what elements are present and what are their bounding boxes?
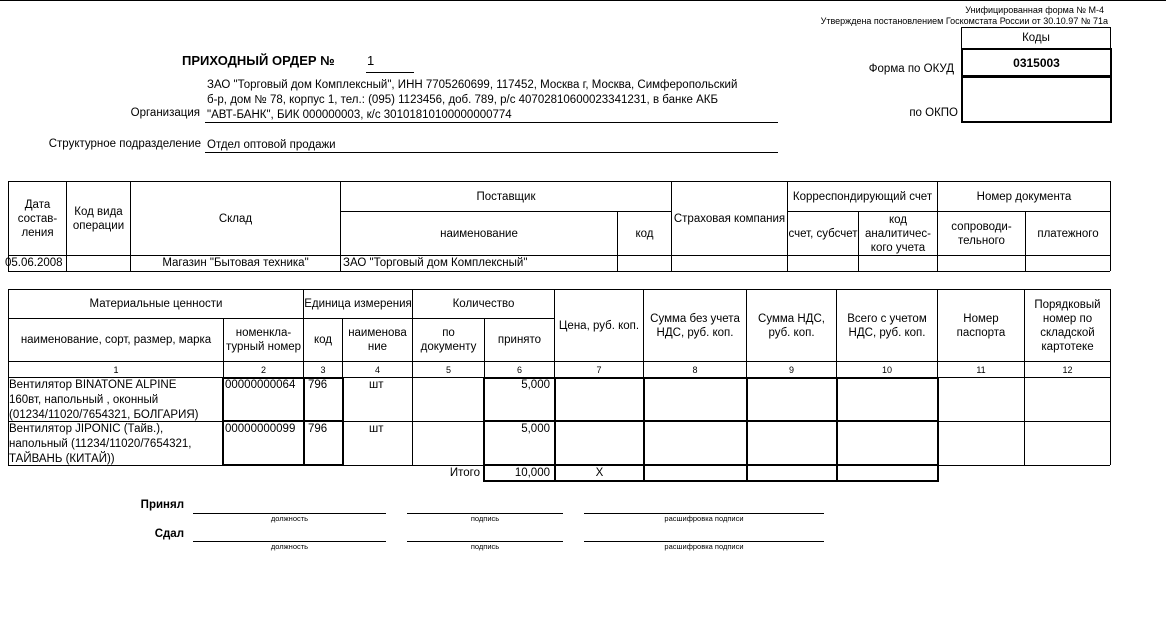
t1-header-payment: платежного bbox=[1037, 227, 1099, 240]
org-label: Организация bbox=[130, 107, 200, 119]
t1-header-opcode: Код вида операции bbox=[72, 205, 125, 232]
col-num: 2 bbox=[260, 364, 266, 375]
row-unit-code: 796 bbox=[308, 423, 328, 435]
t1-header-accompany: сопроводи-тельного bbox=[951, 220, 1012, 247]
form-name: Унифицированная форма № М-4 bbox=[965, 5, 1104, 15]
t1-date: 05.06.2008 bbox=[5, 257, 63, 269]
row-nomen: 00000000064 bbox=[225, 379, 296, 391]
total-price-mark: X bbox=[595, 467, 604, 479]
t1-header-date: Дата состав-ления bbox=[17, 198, 58, 239]
handed-decoding-caption: расшифровка подписи bbox=[664, 542, 744, 551]
t2-header-unit: Единица измерения bbox=[304, 298, 412, 310]
codes-header bbox=[961, 27, 1111, 49]
accepted-label: Принял bbox=[140, 499, 184, 511]
t1-header-supplier: Поставщик bbox=[476, 190, 536, 203]
row-unit-name: шт bbox=[369, 423, 384, 435]
accepted-position-caption: должность bbox=[270, 514, 309, 523]
t1-warehouse: Магазин "Бытовая техника" bbox=[162, 257, 309, 269]
row-name-line: Вентилятор JIPONIC (Тайв.), bbox=[9, 423, 164, 435]
total-label: Итого bbox=[449, 467, 480, 479]
t2-header-accepted: принято bbox=[497, 334, 542, 346]
row-unit-code: 796 bbox=[308, 379, 328, 391]
t1-header-account: счет, субсчет bbox=[788, 227, 858, 240]
row-name-line: напольный (11234/11020/7654321, bbox=[9, 438, 192, 450]
t2-header-material: Материальные ценности bbox=[89, 298, 223, 310]
t2-header-by-doc: по документу bbox=[420, 327, 477, 353]
t1-supplier: ЗАО "Торговый дом Комплексный" bbox=[343, 257, 528, 269]
order-number: 1 bbox=[367, 53, 375, 68]
dept-label: Структурное подразделение bbox=[48, 138, 201, 150]
t1-header-warehouse: Склад bbox=[218, 212, 253, 225]
col-num: 6 bbox=[516, 364, 522, 375]
org-underline bbox=[205, 122, 778, 123]
col-num: 1 bbox=[113, 364, 119, 375]
col-num: 8 bbox=[692, 364, 698, 375]
handed-label: Сдал bbox=[154, 528, 184, 540]
dept-underline bbox=[205, 152, 778, 153]
t1-header-supplier-name: наименование bbox=[440, 227, 518, 240]
t2-header-price: Цена, руб. коп. bbox=[558, 319, 640, 332]
row-accepted: 5,000 bbox=[521, 423, 550, 435]
top-border bbox=[0, 0, 1166, 1]
t2-header-vat: Сумма НДС, руб. коп. bbox=[758, 312, 825, 339]
row-name-line: ТАЙВАНЬ (КИТАЙ)) bbox=[9, 453, 115, 465]
handed-signature-caption: подпись bbox=[470, 542, 500, 551]
dept-value: Отдел оптовой продажи bbox=[207, 139, 336, 151]
row-name-line: Вентилятор BINATONE ALPINE bbox=[9, 379, 177, 391]
t2-header-total: Всего с учетом НДС, руб. коп. bbox=[847, 312, 927, 339]
t1-header-corr: Корреспондирующий счет bbox=[792, 190, 933, 203]
approval-note: Утверждена постановлением Госкомстата России от 30.10.97 № 71а bbox=[820, 16, 1108, 26]
handed-position-caption: должность bbox=[270, 542, 309, 551]
row-name-line: 160вт, напольный , оконный bbox=[9, 394, 159, 406]
col-num: 5 bbox=[445, 364, 451, 375]
accepted-signature-caption: подпись bbox=[470, 514, 500, 523]
okpo-box bbox=[961, 76, 1112, 123]
total-accepted: 10,000 bbox=[514, 467, 550, 479]
t2-header-qty: Количество bbox=[452, 298, 515, 310]
org-line-2: б-р, дом № 78, корпус 1, тел.: (095) 1123456, доб. 789, р/с 40702810600023341231, в банке АКБ bbox=[207, 94, 718, 106]
okud-box bbox=[961, 48, 1112, 77]
okud-label: Форма по ОКУД bbox=[868, 63, 954, 75]
row-name-line: (01234/11020/7654321, БОЛГАРИЯ) bbox=[9, 409, 199, 421]
col-num: 7 bbox=[596, 364, 602, 375]
codes-label: Коды bbox=[1022, 32, 1050, 44]
t1-header-docnum: Номер документа bbox=[976, 190, 1072, 203]
col-num: 10 bbox=[881, 364, 892, 375]
org-line-3: "АВТ-БАНК", БИК 000000003, к/с 30101810100000000774 bbox=[207, 109, 512, 121]
col-num: 11 bbox=[976, 364, 986, 375]
t2-header-unit-name: наименова ние bbox=[348, 327, 407, 353]
t2-header-name: наименование, сорт, размер, марка bbox=[20, 334, 212, 346]
t2-header-sum-novat: Сумма без учета НДС, руб. коп. bbox=[650, 312, 740, 339]
t2-header-passport: Номер паспорта bbox=[956, 312, 1006, 339]
okpo-label: по ОКПО bbox=[909, 107, 958, 119]
col-num: 12 bbox=[1062, 364, 1073, 375]
col-num: 9 bbox=[788, 364, 794, 375]
row-nomen: 00000000099 bbox=[225, 423, 296, 435]
row-unit-name: шт bbox=[369, 379, 384, 391]
org-line-1: ЗАО "Торговый дом Комплексный", ИНН 7705260699, 117452, Москва г, Москва, Симферопольский bbox=[207, 79, 738, 91]
t1-header-analytic: код аналитичес-кого учета bbox=[865, 213, 931, 254]
t1-header-insurance: Страховая компания bbox=[673, 212, 786, 225]
okud-value: 0315003 bbox=[1013, 55, 1060, 70]
totals-block bbox=[483, 465, 939, 482]
t2-header-nomen: номенкла-турный номер bbox=[225, 327, 302, 353]
order-title: ПРИХОДНЫЙ ОРДЕР № bbox=[182, 53, 335, 68]
okpo-value bbox=[963, 78, 1110, 121]
col-num: 4 bbox=[374, 364, 380, 375]
order-number-underline bbox=[366, 72, 414, 73]
t1-header-supplier-code: код bbox=[635, 227, 654, 240]
accepted-decoding-caption: расшифровка подписи bbox=[664, 514, 744, 523]
col-num: 3 bbox=[320, 364, 326, 375]
t2-header-card: Порядковый номер по складской картотеке bbox=[1034, 298, 1101, 353]
t2-header-unit-code: код bbox=[313, 334, 332, 346]
row-accepted: 5,000 bbox=[521, 379, 550, 391]
